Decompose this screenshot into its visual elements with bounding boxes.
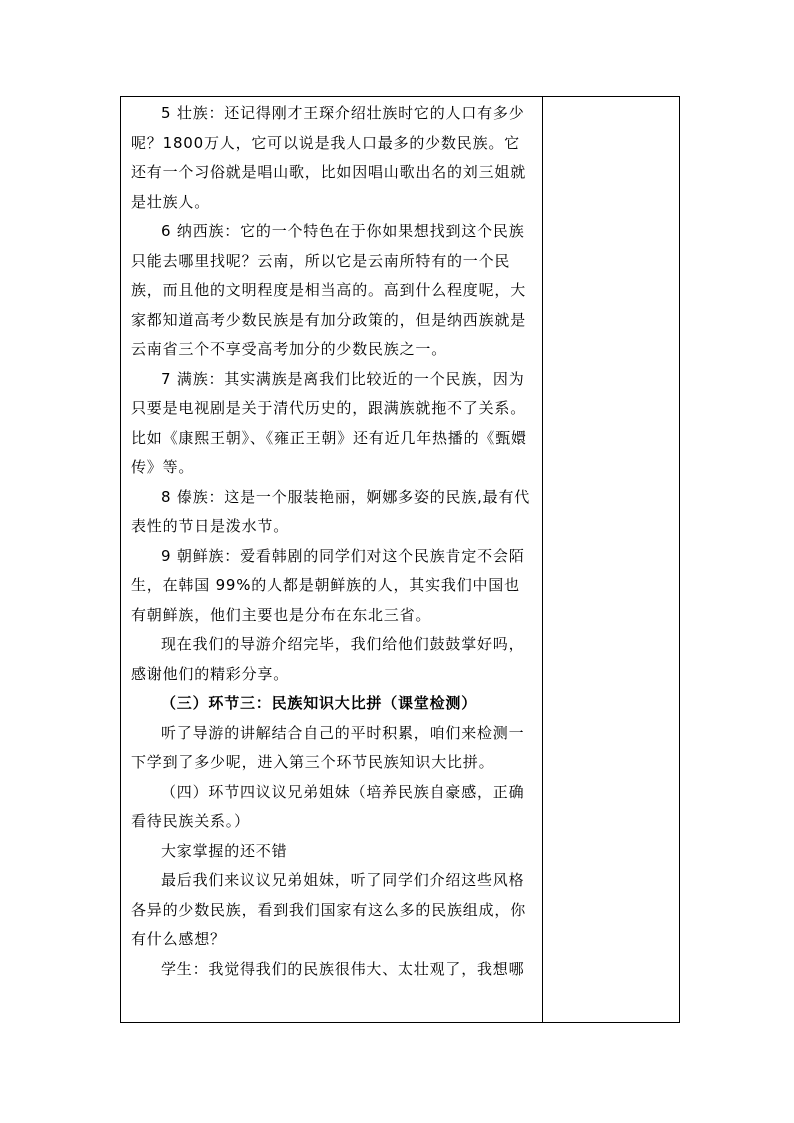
notes-cell [543,97,679,1022]
paragraph-korean: 9 朝鲜族：爱看韩剧的同学们对这个民族肯定不会陌生，在韩国 99%的人都是朝鲜族的人，其实我们中国也有朝鲜族，他们主要也是分布在东北三省。 [131,546,525,624]
paragraph-naxi: 6 纳西族：它的一个特色在于你如果想找到这个民族只能去哪里找呢？云南，所以它是云南所特有的一个民族，而且他的文明程度是相当高的。高到什么程度呢，大家都知道高考少数民族是有加分政策的，但是纳西族就是云南省三个不享受高考加分的少数民族之一。 [131,222,527,358]
paragraph-student-response: 学生：我觉得我们的民族很伟大、太壮观了，我想哪 [161,959,525,978]
paragraph-zhuang: 5 壮族：还记得刚才王琛介绍壮族时它的人口有多少呢？1800万人，它可以说是我人口最多的少数民族。它还有一个习俗就是唱山歌，比如因唱山歌出名的刘三姐就是壮族人。 [131,104,527,211]
paragraph-dai: 8 傣族：这是一个服装艳丽，婀娜多姿的民族,最有代表性的节日是泼水节。 [131,487,531,535]
section-heading-4: （四）环节四议议兄弟姐妹（培养民族自豪感，正确看待民族关系。） [131,782,525,830]
paragraph-manchu: 7 满族：其实满族是离我们比较近的一个民族，因为只要是电视剧是关于清代历史的，跟满族就拖不了关系。比如《康熙王朝》、《雍正王朝》还有近几年热播的《甄嬛传》等。 [131,369,527,476]
paragraph-guide-summary: 现在我们的导游介绍完毕，我们给他们鼓鼓掌好吗，感谢他们的精彩分享。 [131,635,525,683]
section-heading-3: （三）环节三：民族知识大比拼（课堂检测） [161,694,478,712]
paragraph-praise: 大家掌握的还不错 [161,841,288,860]
paragraph-discussion: 最后我们来议议兄弟姐妹，听了同学们介绍这些风格各异的少数民族，看到我们国家有这么多的民族组成，你有什么感想？ [131,871,527,948]
paragraph-quiz-intro: 听了导游的讲解结合自己的平时积累，咱们来检测一下学到了多少呢，进入第三个环节民族知识大比拼。 [131,723,525,771]
lesson-content-cell [121,97,542,1022]
lesson-plan-table [120,96,680,1023]
